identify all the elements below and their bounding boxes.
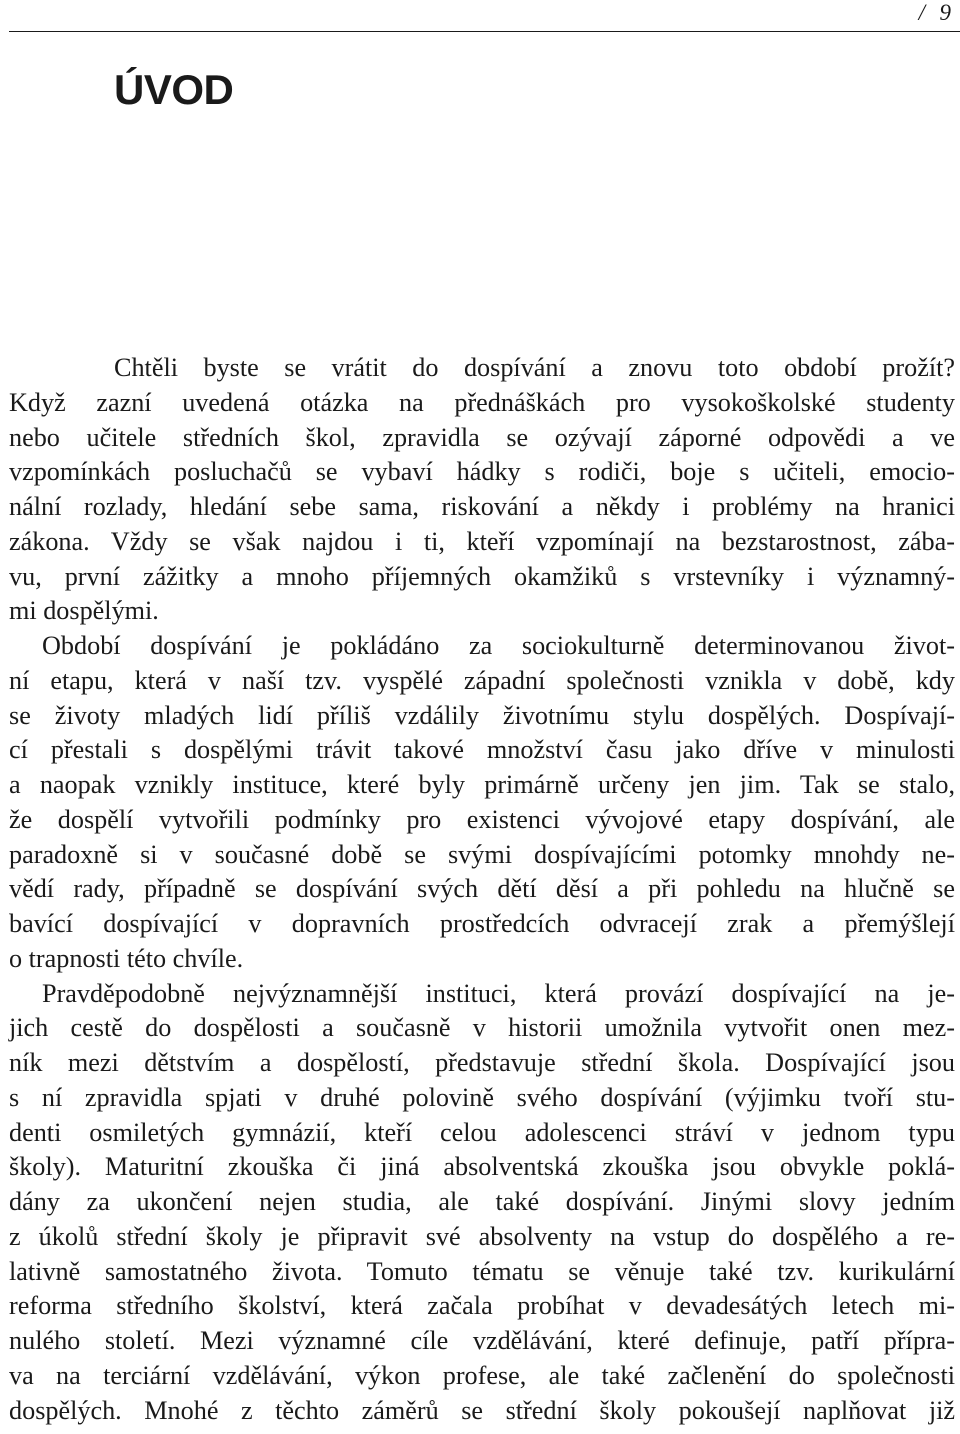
text-line: lativně samostatného života. Tomuto tématu se věnuje také tzv. kurikulární (9, 1256, 955, 1286)
text-line: se životy mladých lidí příliš vzdálily životnímu stylu dospělých. Dospívají- (9, 700, 955, 730)
text-line: ní etapu, která v naší tzv. vyspělé západní společnosti vznikla v době, kdy (9, 665, 955, 695)
text-line: paradoxně si v současné době se svými dospívajícími potomky mnohdy ne- (9, 839, 955, 869)
text-line: va na terciární vzdělávání, výkon profese, ale také začlenění do společnosti (9, 1360, 955, 1390)
text-line: školy). Maturitní zkouška či jiná absolventská zkouška jsou obvykle poklá- (9, 1152, 955, 1182)
page-number: / 9 (918, 0, 952, 25)
text-line: jich cestě do dospělosti a současně v historii umožnila vytvořit onen mez- (9, 1013, 955, 1043)
text-line: Chtěli byste se vrátit do dospívání a znovu toto období prožít? (114, 353, 955, 382)
text-line: zákona. Vždy se však najdou i ti, kteří vzpomínají na bezstarostnost, zába- (9, 526, 955, 556)
text-line: reforma středního školství, která začala probíhat v devadesátých letech mi- (9, 1291, 955, 1321)
text-line: bavící dospívající v dopravních prostředcích odvracejí zrak a přemýšlejí (9, 909, 955, 938)
header-rule (9, 31, 960, 32)
text-line: denti osmiletých gymnázií, kteří celou adolescenci stráví v jednom typu (9, 1117, 955, 1147)
text-line: Když zazní uvedená otázka na přednáškách pro vysokoškolské studenty (9, 387, 955, 417)
text-line: mi dospělými. (9, 596, 159, 626)
text-line: že dospělí vytvořili podmínky pro existenci vývojové etapy dospívání, ale (9, 804, 955, 834)
text-line: vzpomínkách posluchačů se vybaví hádky s rodiči, boje s učiteli, emocio- (9, 457, 955, 487)
text-line: nebo učitele středních škol, zpravidla se ozývají záporné odpovědi a ve (9, 422, 955, 452)
text-line: vu, první zážitky a mnoho příjemných okamžiků s vrstevníky i významný- (9, 561, 955, 591)
text-line: Pravděpodobně nejvýznamnější instituci, která provází dospívající na je- (42, 978, 955, 1008)
text-line: o trapnosti této chvíle. (9, 943, 244, 973)
text-line: s ní zpravidla spjati v druhé polovině svého dospívání (výjimku tvoří stu- (9, 1082, 955, 1112)
text-line: a naopak vznikly instituce, které byly primárně určeny jen jim. Tak se stalo, (9, 770, 955, 799)
text-line: z úkolů střední školy je připravit své absolventy na vstup do dospělého a re- (9, 1221, 955, 1251)
text-line: dány za ukončení nejen studia, ale také dospívání. Jinými slovy jedním (9, 1187, 955, 1216)
text-line: nální rozlady, hledání sebe sama, riskování a někdy i problémy na hranici (9, 492, 955, 521)
body-text (9, 351, 955, 1428)
text-line: Období dospívání je pokládáno za sociokulturně determinovanou život- (42, 631, 955, 660)
text-line: vědí rady, případně se dospívání svých dětí děsí a při pohledu na hlučně se (9, 874, 955, 904)
text-line: ník mezi dětstvím a dospělostí, představuje střední škola. Dospívající jsou (9, 1048, 955, 1077)
text-line: dospělých. Mnohé z těchto záměrů se střední školy pokoušejí naplňovat již (9, 1395, 955, 1425)
text-line: cí přestali s dospělými trávit takové množství času jako dříve v minulosti (9, 735, 955, 765)
chapter-title: ÚVOD (114, 66, 234, 113)
text-line: nulého století. Mezi významné cíle vzdělávání, které definuje, patří přípra- (9, 1326, 955, 1355)
